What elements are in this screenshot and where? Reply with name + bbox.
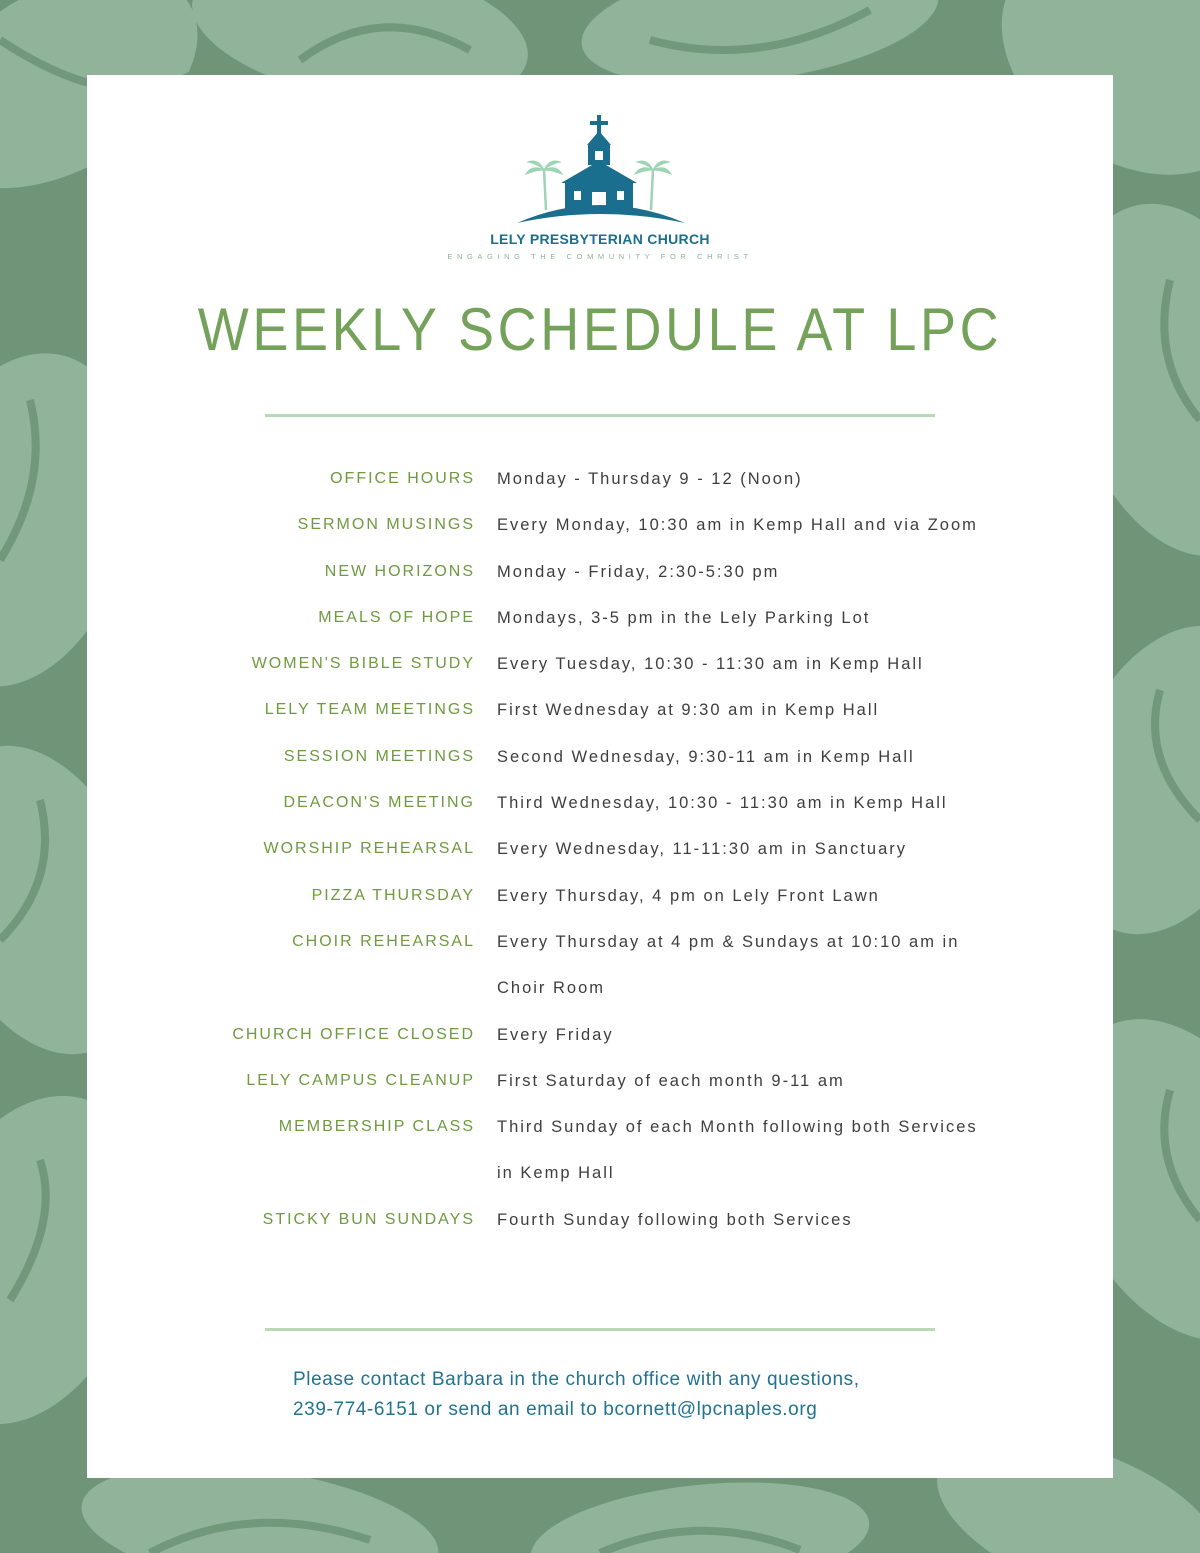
schedule-detail: Every Wednesday, 11-11:30 am in Sanctuary bbox=[497, 840, 908, 859]
schedule-detail: Every Monday, 10:30 am in Kemp Hall and via Zoom bbox=[497, 516, 978, 535]
schedule-detail: Mondays, 3-5 pm in the Lely Parking Lot bbox=[497, 608, 871, 627]
schedule-detail: First Saturday of each month 9-11 am bbox=[497, 1071, 845, 1090]
schedule-label: WORSHIP REHEARSAL bbox=[263, 840, 475, 858]
schedule-label: NEW HORIZONS bbox=[324, 562, 475, 580]
schedule-label: SERMON MUSINGS bbox=[297, 516, 475, 534]
schedule-label: MEALS OF HOPE bbox=[318, 608, 475, 626]
schedule-detail: Every Thursday, 4 pm on Lely Front Lawn bbox=[497, 886, 880, 905]
schedule-detail: First Wednesday at 9:30 am in Kemp Hall bbox=[497, 701, 880, 720]
schedule-row bbox=[87, 641, 1113, 687]
schedule-row bbox=[87, 456, 1113, 502]
schedule-label: CHURCH OFFICE CLOSED bbox=[232, 1025, 475, 1043]
schedule-card bbox=[87, 75, 1113, 1478]
schedule-label: DEACON'S MEETING bbox=[283, 794, 475, 812]
schedule-row bbox=[87, 687, 1113, 733]
schedule-list bbox=[87, 456, 1113, 1243]
schedule-label: PIZZA THURSDAY bbox=[311, 886, 475, 904]
schedule-detail: Every Friday bbox=[497, 1025, 614, 1044]
schedule-detail: Every Thursday at 4 pm & Sundays at 10:10 am in Choir Room bbox=[497, 932, 960, 998]
contact-line-1: Please contact Barbara in the church office with any questions, bbox=[293, 1369, 860, 1390]
schedule-detail: Fourth Sunday following both Services bbox=[497, 1210, 853, 1229]
schedule-label: LELY CAMPUS CLEANUP bbox=[246, 1071, 475, 1089]
schedule-label: SESSION MEETINGS bbox=[283, 747, 475, 765]
hill-arc bbox=[517, 205, 685, 223]
church-tagline: ENGAGING THE COMMUNITY FOR CHRIST bbox=[447, 252, 753, 261]
church-name: LELY PRESBYTERIAN CHURCH bbox=[490, 231, 710, 247]
schedule-row bbox=[87, 1012, 1113, 1058]
schedule-row bbox=[87, 1058, 1113, 1104]
schedule-row bbox=[87, 595, 1113, 641]
schedule-label: CHOIR REHEARSAL bbox=[292, 932, 475, 950]
schedule-row bbox=[87, 873, 1113, 919]
contact-line-2: 239-774-6151 or send an email to bcornett@lpcnaples.org bbox=[293, 1399, 818, 1420]
schedule-detail: Every Tuesday, 10:30 - 11:30 am in Kemp Hall bbox=[497, 655, 924, 674]
page-title: WEEKLY SCHEDULE AT LPC bbox=[197, 296, 1003, 363]
schedule-label: STICKY BUN SUNDAYS bbox=[262, 1210, 475, 1228]
schedule-label: LELY TEAM MEETINGS bbox=[264, 701, 475, 719]
schedule-label: OFFICE HOURS bbox=[330, 470, 475, 487]
contact-note bbox=[293, 1365, 1013, 1425]
divider-top bbox=[265, 414, 935, 417]
schedule-detail: Third Wednesday, 10:30 - 11:30 am in Kemp Hall bbox=[497, 794, 948, 813]
schedule-row bbox=[87, 549, 1113, 595]
schedule-row bbox=[87, 1197, 1113, 1243]
schedule-row bbox=[87, 919, 1113, 1012]
schedule-row bbox=[87, 502, 1113, 548]
divider-bottom bbox=[265, 1328, 935, 1331]
schedule-detail: Third Sunday of each Month following both Services in Kemp Hall bbox=[497, 1118, 978, 1183]
schedule-label: WOMEN'S BIBLE STUDY bbox=[251, 655, 475, 673]
palm-tree-right-icon bbox=[635, 161, 671, 210]
palm-tree-left-icon bbox=[526, 161, 562, 210]
schedule-row bbox=[87, 780, 1113, 826]
schedule-row bbox=[87, 1104, 1113, 1197]
schedule-label: MEMBERSHIP CLASS bbox=[278, 1118, 475, 1136]
schedule-detail: Monday - Friday, 2:30-5:30 pm bbox=[497, 562, 780, 581]
schedule-detail: Second Wednesday, 9:30-11 am in Kemp Hall bbox=[497, 747, 915, 766]
schedule-row bbox=[87, 734, 1113, 780]
schedule-detail: Monday - Thursday 9 - 12 (Noon) bbox=[497, 470, 803, 488]
church-building-icon bbox=[561, 115, 637, 209]
schedule-row bbox=[87, 826, 1113, 872]
